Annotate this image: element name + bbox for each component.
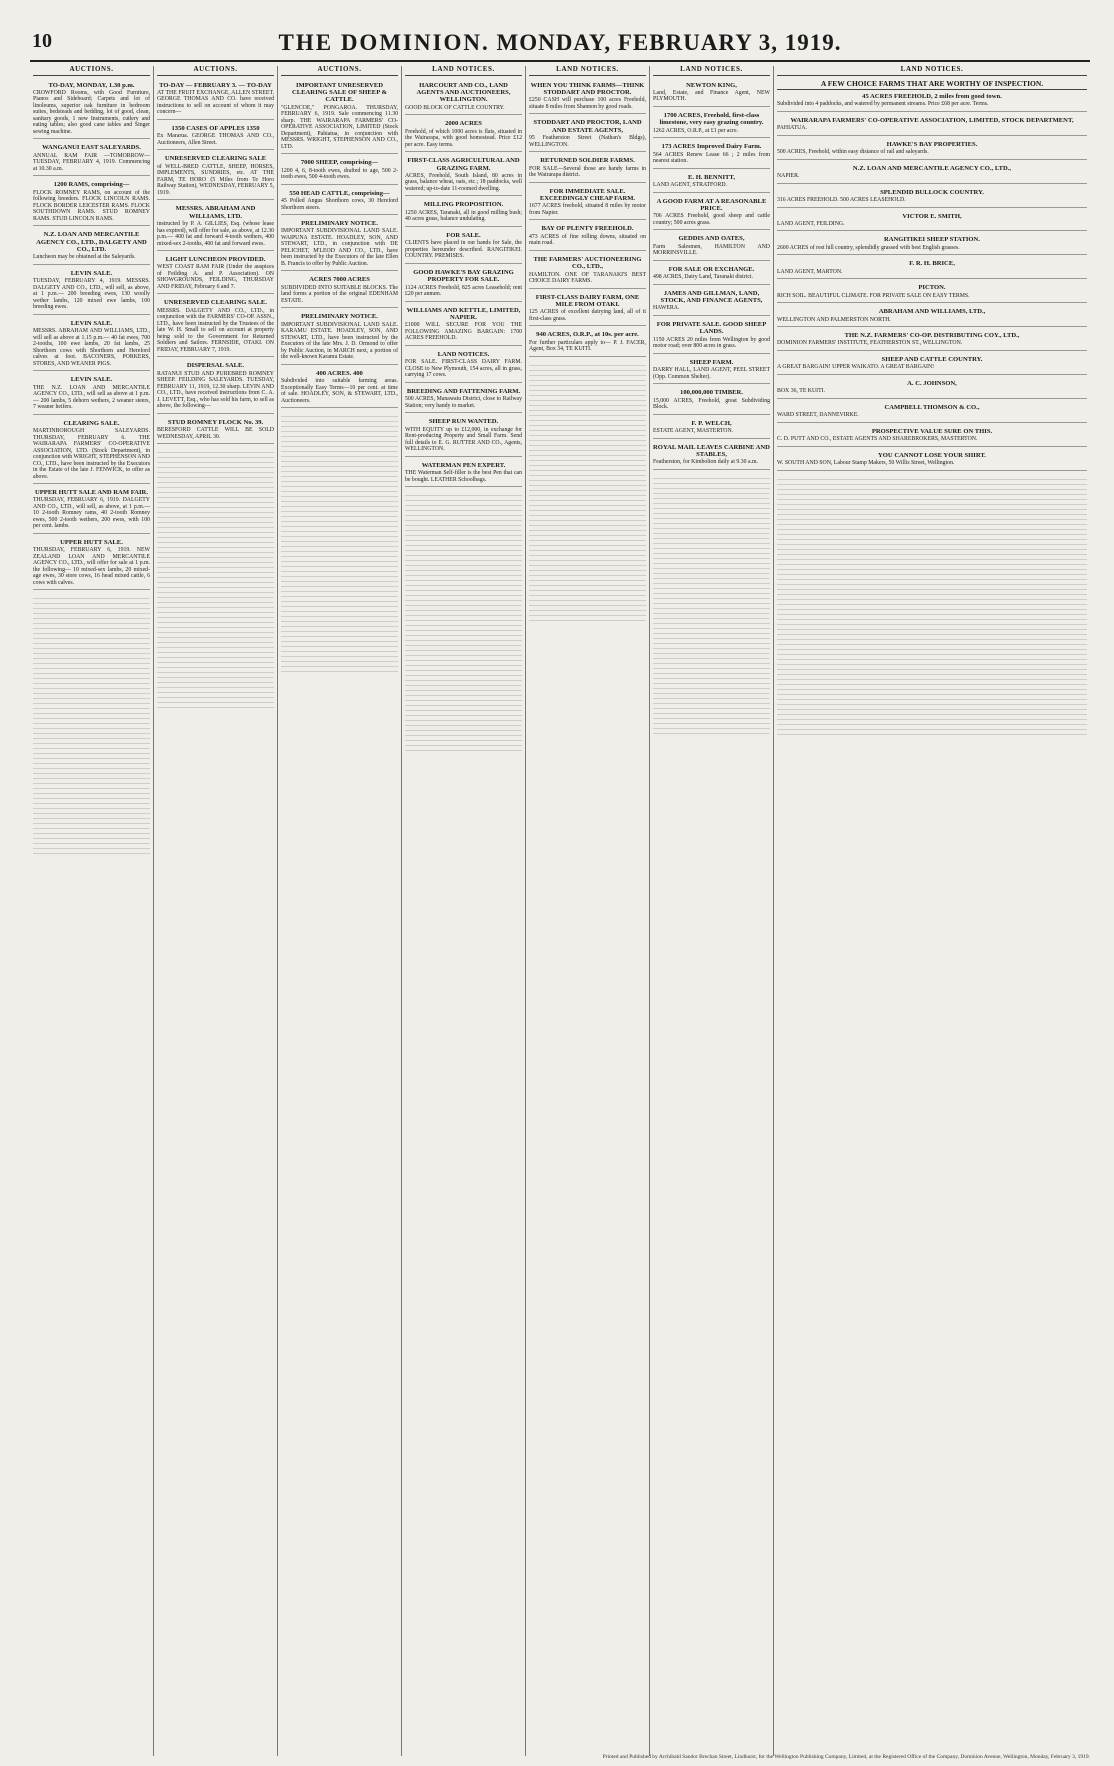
ad-headline: PICTON. <box>918 284 946 292</box>
ad-headline: CAMPBELL THOMSON & CO., <box>884 403 980 411</box>
advertisement <box>157 202 274 251</box>
ad-body: ESTATE AGENT, MASTERTON. <box>653 428 734 434</box>
advertisement <box>653 318 770 354</box>
ad-body: LAND AGENT, STRATFORD. <box>653 182 727 189</box>
ad-body: 500 ACRES, Manawatu District, close to Railway Station; very handy to market. <box>405 396 522 409</box>
advertisement <box>405 459 522 487</box>
ad-headline: LAND NOTICES. <box>437 350 490 358</box>
advertisement <box>281 273 398 308</box>
ad-body: C. D. PUTT AND CO., ESTATE AGENTS AND SHAREBROKERS, MASTERTON. <box>777 436 978 443</box>
ad-headline: DISPERSAL SALE. <box>186 362 245 370</box>
advertisement <box>777 114 1087 136</box>
ad-headline: THE FARMERS' AUCTIONEERING CO., LTD., <box>533 255 642 271</box>
ad-headline: WILLIAMS AND KETTLE, LIMITED, NAPIER. <box>406 306 521 321</box>
ad-body: "GLENCOE," PONGAROA. THURSDAY, FEBRUARY 6, 1919. Sale commencing 11.30 sharp. THE WAIRARAPA FARMERS' CO-OPERATIVE ASSOCIATION, LIMITED (Stock Department), Pahiatua, in conjunction with MESSRS. WRIGHT, STEPHENSON AND CO., LTD. <box>281 104 398 150</box>
advertisement <box>157 79 274 120</box>
ad-body: THURSDAY, FEBRUARY 6, 1919. NEW ZEALAND LOAN AND MERCANTILE AGENCY CO., LTD., will offer for sale at 1 p.m. the following— 10 mixed-sex lambs, 20 mixed-age ewes, 30 store cows, 16 head mixed cattle, 6 cows with calves. <box>33 547 150 586</box>
advertisement <box>653 417 770 439</box>
advertisement <box>653 263 770 285</box>
ad-headline: LIGHT LUNCHEON PROVIDED. <box>165 256 266 264</box>
masthead <box>30 30 1090 62</box>
ad-body: ANNUAL RAM FAIR —TOMORROW— TUESDAY, FEBRUARY 4, 1919. Commencing at 10.30 a.m. <box>33 152 150 172</box>
ad-headline: 1700 ACRES, Freehold, first-class limestone, very easy grazing country. <box>659 111 764 127</box>
issue-date: MONDAY, FEBRUARY 3, 1919. <box>496 30 842 55</box>
ad-headline: E. H. BENNITT, <box>688 173 735 181</box>
page-number: 10 <box>32 30 52 52</box>
ad-body: Land, Estate, and Finance Agent, NEW PLYMOUTH. <box>653 89 770 103</box>
ad-headline: PRELIMINARY NOTICE. <box>301 313 378 321</box>
advertisement <box>777 377 1087 399</box>
ad-headline: PROSPECTIVE VALUE SURE ON THIS. <box>871 427 993 435</box>
ad-body: GOOD BLOCK OF CATTLE COUNTRY. <box>405 104 505 111</box>
dense-print-texture <box>653 474 770 734</box>
ad-body: 706 ACRES Freehold, good sheep and cattle country; 500 acres grass. <box>653 213 770 226</box>
ad-headline: 2000 ACRES <box>445 120 482 128</box>
ad-body: WITH EQUITY up to £12,000, in exchange for Rent-producing Property and Small Farm. Send full details to E. G. RUTTER AND CO., Agents, WELLINGTON. <box>405 426 522 453</box>
ad-headline: ROYAL MAIL LEAVES CARBINE AND STABLES, <box>653 443 770 458</box>
ad-headline: 1200 RAMS, comprising— <box>53 181 130 189</box>
ad-headline: STODDART AND PROCTOR, LAND AND ESTATE AGENTS, <box>533 119 642 134</box>
advertisement <box>281 217 398 271</box>
ad-headline: YOU CANNOT LOSE YOUR SHIRT. <box>878 451 986 459</box>
ad-headline: FOR IMMEDIATE SALE. EXCEEDINGLY CHEAP FARM. <box>539 187 636 202</box>
ad-headline: WHEN YOU THINK FARMS—THINK STODDART AND PROCTOR. <box>530 81 645 96</box>
ad-body: For further particulars apply to— P. J. FACER, Agent, Box 34, TE KUITI. <box>529 339 646 353</box>
column-heading: AUCTIONS. <box>157 66 274 76</box>
ad-headline: 7000 SHEEP, comprising— <box>300 159 379 167</box>
advertisement <box>157 122 274 150</box>
ad-headline: 550 HEAD CATTLE, comprising— <box>289 189 390 197</box>
ad-headline: GEDDIS AND OATES, <box>678 235 745 243</box>
ad-headline: 400 ACRES. 400 <box>316 369 363 377</box>
ad-headline: PRELIMINARY NOTICE. <box>301 220 378 228</box>
advertisement <box>405 117 522 152</box>
advertisement <box>281 79 398 155</box>
ad-body: WARD STREET, DANNEVIRKE. <box>777 412 859 419</box>
advertisement <box>405 385 522 413</box>
ad-headline: SHEEP AND CATTLE COUNTRY. <box>881 355 983 363</box>
column-heading: LAND NOTICES. <box>653 66 770 76</box>
ad-headline: N.Z. LOAN AND MERCANTILE AGENCY CO., LTD., DALGETY AND CO., LTD. <box>36 231 147 254</box>
advertisement <box>777 90 1087 112</box>
advertisement <box>33 417 150 484</box>
dense-print-texture <box>281 412 398 672</box>
advertisement <box>529 116 646 152</box>
ad-headline: STUD ROMNEY FLOCK No. 39. <box>167 418 264 426</box>
ad-headline: 45 ACRES FREEHOLD, 2 miles from good town. <box>862 93 1002 100</box>
advertisement <box>529 328 646 356</box>
ad-body: MARTINBOROUGH SALEYARDS. THURSDAY, FEBRUARY 6. THE WAIRARAPA FARMERS' CO-OPERATIVE ASSOCIATION, LTD. (Stock Department), in conjunction with WRIGHT, STEPHENSON AND CO., LTD., have been instructed by the Executors in the Estate of the late J. FENWICK, to offer as above. <box>33 428 150 480</box>
ad-headline: LEVIN SALE. <box>70 319 113 327</box>
advertisement <box>157 152 274 200</box>
ad-headline: ACRES 7000 ACRES <box>309 276 370 284</box>
ad-body: 1124 ACRES Freehold, 825 acres Leasehold; rent £20 per annum. <box>405 284 522 298</box>
ad-headline: IMPORTANT UNRESERVED CLEARING SALE OF SHEEP & CATTLE. <box>291 81 388 104</box>
advertisement <box>653 232 770 260</box>
ad-body: of WELL-BRED CATTLE, SHEEP, HORSES, IMPLEMENTS, SUNDRIES, etc. AT THE FARM, TE HORO (5 Miles from Te Horo Railway Station), WEDNESDAY, FEBRUARY 5, 1919. <box>157 163 274 196</box>
ad-headline: UNRESERVED CLEARING SALE. <box>164 299 267 307</box>
advertisement <box>777 353 1087 375</box>
advertisement <box>157 253 274 294</box>
advertisement <box>529 79 646 115</box>
ad-body: 15,000 ACRES, Freehold, great Subdividing Block. <box>653 397 770 411</box>
ad-headline: SHEEP FARM. <box>689 358 734 366</box>
ad-headline: JAMES AND GILLMAN, LAND, STOCK, AND FINANCE AGENTS, <box>660 289 763 305</box>
advertisement <box>33 317 150 371</box>
advertisement <box>529 154 646 182</box>
advertisement <box>405 154 522 196</box>
ad-body: instructed by P. A. GILLIES, Esq. (whose lease has expired), will offer for sale, as above, at 12.30 p.m.— 400 fat and forward 4-tooth wethers, 400 mixed-sex 2-tooths, 400 fat and forward ewes. <box>157 221 274 247</box>
advertisement <box>281 156 398 184</box>
ad-body: IMPORTANT SUBDIVISIONAL LAND SALE. WAIPUNA ESTATE. HOADLEY, SON, AND STEWART, LTD., in conjunction with DE PELICHET, M'LEOD AND CO., LTD., have been instructed by the Executors of the late Ellen B. Francis to offer by Public Auction. <box>281 228 398 267</box>
ad-body: NAPIER. <box>777 173 800 180</box>
advertisement <box>777 257 1087 279</box>
ad-body: HAWERA. <box>653 305 680 312</box>
feature-heading: A FEW CHOICE FARMS THAT ARE WORTHY OF INSPECTION. <box>777 79 1087 91</box>
ad-body: SUBDIVIDED INTO SUITABLE BLOCKS. The land forms a portion of the original EDENHAM ESTATE. <box>281 284 398 304</box>
advertisement <box>33 486 150 534</box>
ad-headline: 1350 CASES OF APPLES 1350 <box>171 124 260 132</box>
ad-headline: FOR PRIVATE SALE. GOOD SHEEP LANDS. <box>656 320 767 336</box>
advertisement <box>777 186 1087 208</box>
advertisement <box>33 267 150 315</box>
ad-headline: WATERMAN PEN EXPERT. <box>421 461 506 469</box>
ad-body: W. SOUTH AND SON, Labour Stamp Makers, 50 Willis Street, Wellington. <box>777 460 955 466</box>
ad-body: WELLINGTON AND PALMERSTON NORTH. <box>777 316 891 323</box>
ad-headline: CLEARING SALE. <box>63 419 120 427</box>
column-heading: AUCTIONS. <box>281 66 398 76</box>
column-5 <box>526 66 650 1756</box>
ad-body: 95 Featherston Street (Nathan's Bldgs), WELLINGTON. <box>529 135 646 148</box>
dense-print-texture <box>529 361 646 621</box>
advertisement <box>777 162 1087 184</box>
ad-headline: BREEDING AND FATTENING FARM. <box>406 387 521 395</box>
ad-headline: FOR SALE OR EXCHANGE. <box>668 265 755 273</box>
advertisement <box>281 367 398 408</box>
ad-headline: WANGANUI EAST SALEYARDS. <box>42 144 141 152</box>
ad-body: A GREAT BARGAIN! UPPER WAIKATO. A GREAT BARGAIN! <box>777 364 935 371</box>
ad-headline: SPLENDID BULLOCK COUNTRY. <box>880 188 984 196</box>
ad-headline: ABRAHAM AND WILLIAMS, LTD., <box>878 308 986 316</box>
ad-headline: MESSRS. ABRAHAM AND WILLIAMS, LTD. <box>175 205 256 220</box>
ad-headline: 173 ACRES Improved Dairy Farm. <box>661 143 762 151</box>
dense-print-texture <box>33 594 150 854</box>
advertisement <box>33 178 150 226</box>
ad-headline: HAWKE'S BAY PROPERTIES. <box>886 140 978 148</box>
ad-body: Featherston, for Kimbolton daily at 9.30 a.m. <box>653 459 758 466</box>
ad-body: RATANUI STUD AND PUREBRED ROMNEY SHEEP. FEILDING SALEYARDS. TUESDAY, FEBRUARY 11, 1919, 12.30 sharp. LEVIN AND CO., LTD., have received instructions from C. A. J. LEVETT, Esq., who has sold his farm, to sell as above, the following— <box>157 370 274 410</box>
ad-headline: UPPER HUTT SALE AND RAM FAIR. <box>35 489 148 497</box>
advertisement <box>157 296 274 357</box>
column-heading: AUCTIONS. <box>33 66 150 76</box>
columns-container <box>30 66 1090 1756</box>
ad-body: 2600 ACRES of rest hill country, splendidly grassed with best English grasses. <box>777 244 960 251</box>
ad-body: Subdivided into 4 paddocks, and watered by permanent streams. Price £68 per acre. Terms. <box>777 101 989 108</box>
advertisement <box>529 253 646 289</box>
ad-body: RICH SOIL. BEAUTIFUL CLIMATE. FOR PRIVATE SALE ON EASY TERMS. <box>777 292 970 299</box>
advertisement <box>529 291 646 327</box>
ad-headline: THE N.Z. FARMERS' CO-OP. DISTRIBUTING COY., LTD., <box>844 332 1020 340</box>
advertisement <box>33 141 150 176</box>
advertisement <box>405 348 522 383</box>
ad-body: IMPORTANT SUBDIVISIONAL LAND SALE. KARAMU ESTATE. HOADLEY, SON, AND STEWART, LTD., have been instructed by the Executors of the late Mrs. J. D. Ormond to offer by Public Auction, in MARCH next, a portion of the well-known Karamu Estate. <box>281 321 398 361</box>
ad-headline: A GOOD FARM AT A REASONABLE PRICE. <box>656 197 767 212</box>
ad-body: Freehold, of which 1000 acres is flats, situated in the Wairarapa, with good homestead. Price £12 per acre. Easy terms. <box>405 128 522 148</box>
column-1 <box>30 66 154 1756</box>
advertisement <box>777 449 1087 471</box>
ad-headline: NEWTON KING, <box>686 81 737 89</box>
advertisement <box>653 356 770 384</box>
advertisement <box>777 281 1087 303</box>
advertisement <box>33 536 150 590</box>
advertisement <box>33 373 150 414</box>
advertisement <box>529 185 646 221</box>
ad-headline: LEVIN SALE. <box>70 269 113 277</box>
advertisement <box>653 386 770 414</box>
newspaper-name: THE DOMINION. <box>278 30 490 55</box>
advertisement <box>653 140 770 168</box>
ad-headline: 100,000,000 TIMBER. <box>680 389 743 397</box>
ad-body: ACRES, Freehold, South Island, 80 acres in grass, balance wheat, oats, etc.; 18 paddocks, well watered; up-to-date 11-roomed dwelling. <box>405 172 522 192</box>
ad-body: DARRY HALL, LAND AGENT, PEEL STREET (Opp. Common Shelter). <box>653 367 770 380</box>
dense-print-texture <box>157 448 274 708</box>
column-heading: LAND NOTICES. <box>405 66 522 76</box>
advertisement <box>405 79 522 116</box>
ad-headline: TO-DAY — FEBRUARY 3. — TO-DAY <box>159 81 272 89</box>
ad-headline: 940 ACRES, O.R.P., at 10s. per acre. <box>536 331 639 339</box>
ad-body: 1200 4, 6, 8-tooth ewes, drafted to age, 500 2-tooth ewes, 500 4-tooth ewes. <box>281 167 398 181</box>
column-2 <box>154 66 278 1756</box>
advertisement <box>653 195 770 231</box>
ad-body: 564 ACRES Renew Lease 66 ; 2 miles from nearest station. <box>653 151 770 165</box>
ad-body: CROWFORD Rooms, with Good Furniture, Pianos and Sideboard; Carpets and lot of linoleums, superior oak furniture in bedroom suites, bedsteads and bedding, lot of good, clean, sanitary goods, 1 new Instruments, cutlery and eating tables; also good cane tables and Singer sewing machine. <box>33 89 150 135</box>
ad-body: PAHIATUA. <box>777 125 807 132</box>
ad-body: TUESDAY, FEBRUARY 4, 1919. MESSRS. DALGETY AND CO., LTD., will sell, as above, at 1 p.m.— 200 breeding ewes, 130 woolly wether lambs, 120 mixed ewe lambs, 100 breeding ewes. <box>33 278 150 311</box>
ad-headline: VICTOR E. SMITH, <box>902 212 962 220</box>
advertisement <box>405 266 522 302</box>
advertisement <box>653 79 770 107</box>
ad-body: Farm Salesmen, HAMILTON AND MORRINSVILLE. <box>653 243 770 257</box>
ad-body: WEST COAST RAM FAIR (Under the auspices of Feilding A. and P. Association). ON SHOWGROUNDS, FEILDING, THURSDAY AND FRIDAY, February 6 and 7. <box>157 264 274 290</box>
ad-body: 498 ACRES, Dairy Land, Taranaki district. <box>653 274 753 281</box>
ad-body: THURSDAY, FEBRUARY 6, 1919. DALGETY AND CO., LTD., will sell, as above, at 1 p.m.— 10 2-tooth Romney rams, 40 2-tooth Romney ewes, 500 2-tooth wethers, 200 ewes, with 100 per cent. lambs. <box>33 497 150 530</box>
ad-headline: HARCOURT AND CO., LAND AGENTS AND AUCTIONEERS, WELLINGTON. <box>416 81 511 104</box>
advertisement <box>157 416 274 444</box>
dense-print-texture <box>405 491 522 751</box>
ad-body: 1677 ACRES freehold, situated 8 miles by motor from Napier. <box>529 203 646 216</box>
ad-body: 1150 ACRES 20 miles from Wellington by good motor road; over 800 acres in grass. <box>653 336 770 350</box>
ad-body: FOR SALE. FIRST-CLASS DAIRY FARM. CLOSE to New Plymouth, 154 acres, all in grass, carrying 17 cows. <box>405 359 522 379</box>
advertisement <box>777 425 1087 447</box>
ad-headline: FOR SALE. <box>446 231 481 239</box>
advertisement <box>281 310 398 364</box>
column-7 <box>774 66 1090 1756</box>
ad-headline: BAY OF PLENTY FREEHOLD. <box>541 225 634 233</box>
advertisement <box>405 304 522 346</box>
column-6 <box>650 66 774 1756</box>
ad-body: 1262 ACRES, O.R.P., at £1 per acre. <box>653 127 739 134</box>
ad-body: HAMILTON. ONE OF TARANAKI'S BEST CHOICE DAIRY FARMS. <box>529 271 646 285</box>
ad-headline: RETURNED SOLDIER FARMS. <box>540 157 635 165</box>
column-3 <box>278 66 402 1756</box>
advertisement <box>405 198 522 226</box>
advertisement <box>405 415 522 456</box>
ad-body: Subdivided into suitable farming areas. Exceptionally Easy Terms—10 per cent. at time of sale. HOADLEY, SON, & STEWART, LTD., Auctioneers. <box>281 378 398 404</box>
ad-headline: MILLING PROPOSITION. <box>423 201 504 209</box>
ad-body: FOR SALE—Several those are handy farms in the Wairarapa district. <box>529 165 646 179</box>
advertisement <box>777 138 1087 160</box>
advertisement <box>653 171 770 193</box>
advertisement <box>653 109 770 138</box>
ad-headline: TO-DAY, MONDAY, 1.30 p.m. <box>48 81 135 89</box>
ad-body: 500 ACRES, Freehold, within easy distance of rail and saleyards. <box>777 149 929 156</box>
ad-body: MESSRS. DALGETY AND CO., LTD., in conjunction with the FARMERS' CO-OP. ASSN., LTD., have been instructed by the Trustees of the late W. H. Small to sell on account at property being sold to the Government for Returned Soldiers and Sailors. FERNSIDE, OTAKI. ON FRIDAY, FEBRUARY 7, 1919. <box>157 307 274 353</box>
ad-headline: FIRST-CLASS AGRICULTURAL AND GRAZING FARM. <box>407 157 520 172</box>
advertisement <box>777 401 1087 423</box>
ad-body: 473 ACRES of fine rolling downs, situated on main road. <box>529 233 646 247</box>
ad-body: FLOCK ROMNEY RAMS, on account of the following breeders. FLOCK LINCOLN RAMS. FLOCK BORDER LEICESTER RAMS. FLOCK SOUTHDOWN RAMS. STUD ROMNEY RAMS. STUD LINCOLN RAMS. <box>33 189 150 222</box>
ad-body: 1250 ACRES, Taranaki, all in good milling bush; 40 acres grass, balance undulating. <box>405 209 522 223</box>
ad-body: LAND AGENT, MARTON. <box>777 268 843 275</box>
ad-headline: LEVIN SALE. <box>70 376 113 384</box>
ad-body: £1000 WILL SECURE FOR YOU THE FOLLOWING AMAZING BARGAIN: 1700 ACRES FREEHOLD. <box>405 322 522 342</box>
advertisement <box>777 233 1087 255</box>
imprint: Printed and Published by Archibald Sandor Brechan Street, Lindhurst, for the Wellington Publishing Company, Limited, at the Registered Office of the Company, Dominion Avenue, Wellington, Monday, February 3, 1919. <box>602 1754 1090 1760</box>
ad-body: DOMINION FARMERS' INSTITUTE, FEATHERSTON ST., WELLINGTON. <box>777 340 963 347</box>
advertisement <box>33 79 150 140</box>
advertisement <box>653 441 770 470</box>
ad-body: 125 ACRES of excellent dairying land, all of it first-class grass. <box>529 309 646 322</box>
column-heading: LAND NOTICES. <box>777 66 1087 76</box>
ad-headline: WAIRARAPA FARMERS' CO-OPERATIVE ASSOCIATION, LIMITED, STOCK DEPARTMENT, <box>790 116 1074 124</box>
ad-headline: RANGITIKEI SHEEP STATION. <box>884 236 980 244</box>
advertisement <box>653 287 770 316</box>
advertisement <box>157 359 274 413</box>
ad-headline: A. C. JOHNSON, <box>907 379 957 387</box>
masthead-title <box>30 30 1090 56</box>
ad-body: AT THE FRUIT EXCHANGE, ALLEN STREET. GEORGE THOMAS AND CO. have received instructions to sell on account of whom it may concern— <box>157 89 274 116</box>
ad-headline: UPPER HUTT SALE. <box>60 538 123 546</box>
column-4 <box>402 66 526 1756</box>
ad-body: £250 CASH will purchase 100 acres Freehold, situate 8 miles from Shannon by good roads. <box>529 97 646 110</box>
ad-body: Ex Mararua. GEORGE THOMAS AND CO., Auctioneers, Allen Street. <box>157 133 274 146</box>
ad-body: 45 Polled Angus Shorthorn cows, 30 Hereford Shorthorn steers. <box>281 198 398 211</box>
advertisement <box>777 305 1087 327</box>
ad-body: LAND AGENT, FEILDING. <box>777 220 845 227</box>
advertisement <box>777 210 1087 232</box>
advertisement <box>405 229 522 264</box>
advertisement <box>33 228 150 265</box>
ad-body: CLIENTS have placed in our hands for Sale, the properties hereunder described. RANGITIKEI. COUNTRY. PREMISES. <box>405 240 522 260</box>
ad-body: Luncheon may be obtained at the Saleyards. <box>33 254 136 261</box>
ad-headline: N.Z. LOAN AND MERCANTILE AGENCY CO., LTD., <box>852 164 1012 172</box>
advertisement <box>281 187 398 215</box>
ad-body: BERESFORD CATTLE WILL BE SOLD WEDNESDAY, APRIL 30. <box>157 427 274 440</box>
ad-headline: F. R. H. BRICE, <box>909 260 955 268</box>
ad-body: MESSRS. ABRAHAM AND WILLIAMS, LTD., will sell as above at 1.15 p.m.— 40 fat ewes, 700 2-tooths, 100 ewe lambs, 20 fat lambs, 25 Shorthorn cows with Shorthorn and Hereford calves at foot. BACONERS, PORKERS, STORES, AND WEANER PIGS. <box>33 328 150 367</box>
ad-body: THE Waterman Self-filler is the best Pen that can be bought. LEATHER Schoolbags. <box>405 470 522 483</box>
ad-headline: FIRST-CLASS DAIRY FARM, ONE MILE FROM OTAKI. <box>535 293 640 308</box>
advertisement <box>777 329 1087 351</box>
ad-body: BOX 36, TE KUITI. <box>777 388 826 395</box>
advertisement <box>529 222 646 250</box>
ad-headline: F. P. WELCH, <box>691 419 732 427</box>
ad-headline: SHEEP RUN WANTED. <box>428 418 499 426</box>
dense-print-texture <box>777 475 1087 735</box>
ad-body: 316 ACRES FREEHOLD. 500 ACRES LEASEHOLD. <box>777 197 906 204</box>
column-heading: LAND NOTICES. <box>529 66 646 76</box>
ad-body: THE N.Z. LOAN AND MERCANTILE AGENCY CO., LTD., will sell as above at 1 p.m.— 200 lambs, 5 dehorn wethers, 2 weaner steers, 7 weaner heifers. <box>33 384 150 411</box>
ad-headline: GOOD HAWKE'S BAY GRAZING PROPERTY FOR SALE. <box>413 268 514 284</box>
ad-headline: UNRESERVED CLEARING SALE <box>164 155 267 163</box>
